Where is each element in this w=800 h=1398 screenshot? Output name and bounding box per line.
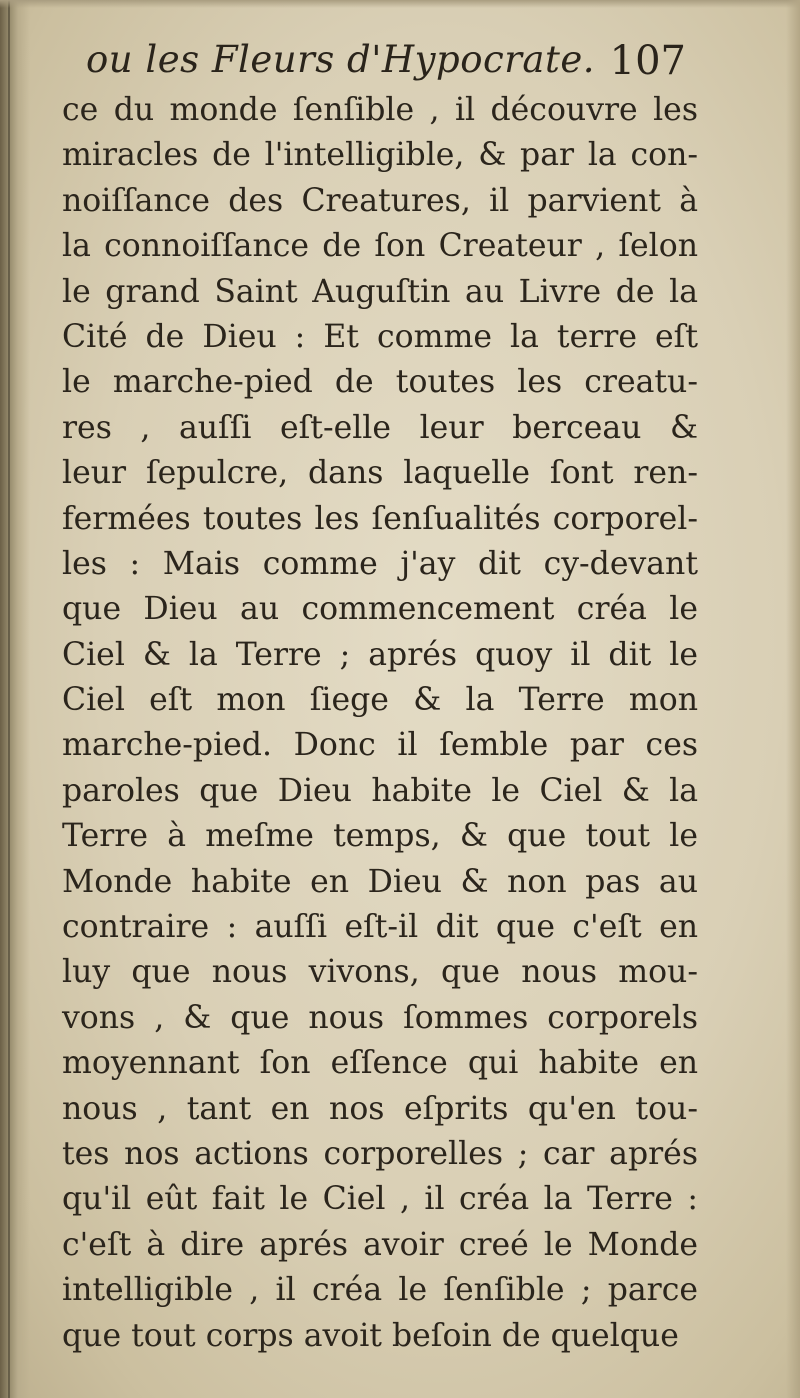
text-line: luy que nous vivons, que nous mou- (62, 954, 698, 991)
body-text (62, 88, 698, 1359)
text-line: intelligible , il créa le ſenſible ; parce (62, 1272, 698, 1309)
text-line: nous , tant en nos eſprits qu'en tou- (62, 1090, 698, 1127)
text-line: contraire : auſſi eſt-il dit que c'eſt en (62, 909, 698, 946)
text-line: marche-pied. Donc il ſemble par ces (62, 727, 698, 764)
text-line: Ciel eſt mon ſiege & la Terre mon (62, 682, 698, 719)
text-line: res , auſſi eſt-elle leur berceau & (62, 409, 698, 446)
text-line: le grand Saint Auguſtin au Livre de la (62, 273, 698, 310)
right-page-edge (786, 0, 800, 1398)
text-line: moyennant ſon eſſence qui habite en (62, 1045, 698, 1082)
text-line: le marche-pied de toutes les creatu- (62, 364, 698, 401)
text-line: qu'il eût fait le Ciel , il créa la Terre : (62, 1181, 698, 1218)
text-line: paroles que Dieu habite le Ciel & la (62, 772, 698, 809)
text-line: Monde habite en Dieu & non pas au (62, 863, 698, 900)
text-line: les : Mais comme j'ay dit cy-devant (62, 545, 698, 582)
gutter-shadow (0, 0, 30, 1398)
text-line: tes nos actions corporelles ; car aprés (62, 1135, 698, 1172)
text-line: c'eſt à dire aprés avoir creé le Monde (62, 1226, 698, 1263)
text-line: Ciel & la Terre ; aprés quoy il dit le (62, 636, 698, 673)
text-line: que Dieu au commencement créa le (62, 591, 698, 628)
top-page-edge (0, 0, 800, 8)
text-line: leur ſepulcre, dans laquelle ſont ren- (62, 455, 698, 492)
text-line: Cité de Dieu : Et comme la terre eſt (62, 318, 698, 355)
text-line: fermées toutes les ſenſualités corporel- (62, 500, 698, 537)
text-line: miracles de l'intelligible, & par la con- (62, 137, 698, 174)
text-line: que tout corps avoit beſoin de quelque (62, 1317, 679, 1354)
running-title: ou les Fleurs d'Hypocrate. (86, 38, 595, 81)
binding-edge (8, 0, 10, 1398)
page-number: 107 (609, 38, 686, 84)
text-line: vons , & que nous ſommes corporels (62, 999, 698, 1036)
text-line: Terre à meſme temps, & que tout le (62, 818, 698, 855)
text-line: noiſſance des Creatures, il parvient à (62, 182, 698, 219)
text-line: la connoiſſance de ſon Createur , ſelon (62, 228, 698, 265)
text-line: ce du monde ſenſible , il découvre les (62, 92, 698, 128)
